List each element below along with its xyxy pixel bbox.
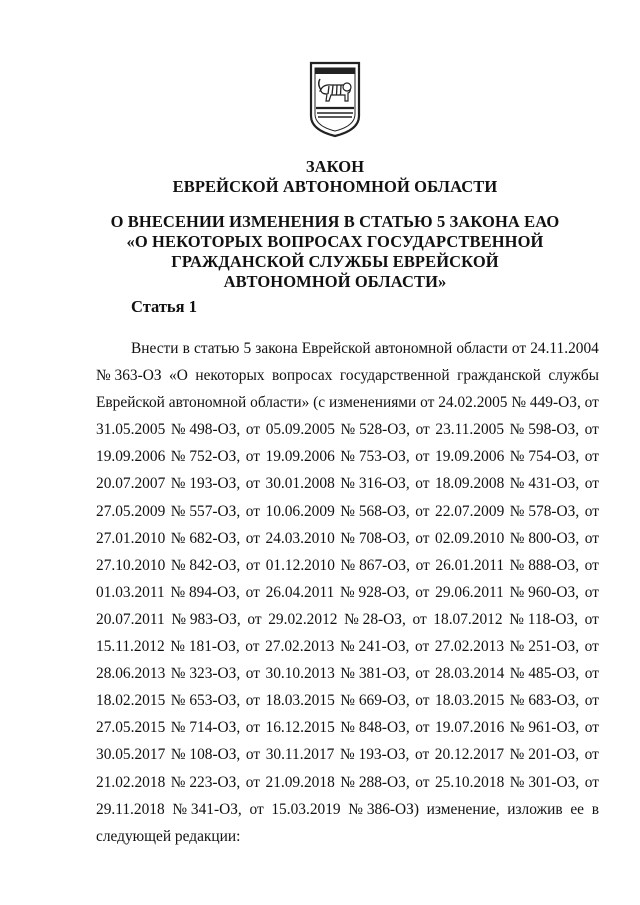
tiger-coat-of-arms-icon <box>307 58 363 140</box>
body-word: от <box>415 692 430 710</box>
body-word: от <box>511 340 527 357</box>
body-word: 27.02.2013 <box>434 638 505 656</box>
body-line <box>96 800 599 827</box>
body-word: от <box>584 665 599 683</box>
body-word: № 683-ОЗ, <box>509 692 580 710</box>
body-line <box>96 610 599 637</box>
body-word: 27.02.2013 <box>265 638 335 656</box>
body-word: от <box>414 746 430 764</box>
body-word: 30.01.2008 <box>265 475 335 493</box>
body-word: от <box>412 610 427 628</box>
body-word: № 193-ОЗ, <box>170 475 241 493</box>
body-word: от <box>415 665 430 683</box>
body-word: № 28-ОЗ, <box>344 610 406 628</box>
body-line <box>96 447 599 474</box>
body-word: № 301-ОЗ, <box>509 773 580 791</box>
body-word: № 578-ОЗ, <box>509 502 580 520</box>
body-word: № 960-ОЗ, <box>509 583 580 601</box>
body-word: № 708-ОЗ, <box>340 529 410 547</box>
body-line <box>96 827 599 854</box>
body-word: № 653-ОЗ, <box>170 692 241 710</box>
body-word: от <box>584 394 599 412</box>
body-word: ее <box>570 800 585 818</box>
body-word: от <box>245 773 260 791</box>
body-word: 21.09.2018 <box>265 773 335 791</box>
body-word: автономной <box>374 340 453 357</box>
body-word: № 193-ОЗ, <box>339 746 410 764</box>
body-word: закона <box>255 340 298 357</box>
law-title <box>100 157 570 197</box>
body-word: 24.02.2005 <box>438 394 508 412</box>
body-word: от <box>584 746 599 764</box>
body-word: статью <box>193 340 240 357</box>
body-word: № 961-ОЗ, <box>509 719 580 737</box>
article-heading: Статья 1 <box>131 297 197 316</box>
law-subtitle-line: ГРАЖДАНСКОЙ СЛУЖБЫ ЕВРЕЙСКОЙ <box>171 252 499 271</box>
body-word: № 381-ОЗ, <box>340 665 410 683</box>
body-word: от <box>415 502 430 520</box>
body-word: 01.03.2011 <box>96 583 165 601</box>
law-subtitle-line: «О НЕКОТОРЫХ ВОПРОСАХ ГОСУДАРСТВЕННОЙ <box>126 232 544 251</box>
body-word: от <box>245 475 260 493</box>
body-word: № 108-ОЗ, <box>170 746 241 764</box>
body-word: от <box>584 502 599 520</box>
law-subtitle-line: АВТОНОМНОЙ ОБЛАСТИ» <box>223 272 447 291</box>
coat-of-arms <box>307 58 363 140</box>
body-word: 30.05.2017 <box>96 746 166 764</box>
body-word: № 867-ОЗ, <box>340 556 410 574</box>
body-word: 18.07.2012 <box>433 610 503 628</box>
body-line <box>96 420 599 447</box>
body-word: 01.12.2010 <box>265 556 335 574</box>
body-word: «О <box>169 367 188 385</box>
body-word: 23.11.2005 <box>435 421 505 439</box>
body-word: 18.03.2015 <box>265 692 335 710</box>
body-word: от <box>420 394 435 412</box>
body-word: некоторых <box>195 367 265 385</box>
body-word: № 848-ОЗ, <box>340 719 410 737</box>
body-word: от <box>245 719 260 737</box>
body-word: следующей редакции: <box>96 827 241 845</box>
body-word: 21.02.2018 <box>96 773 166 791</box>
body-word: от <box>247 610 262 628</box>
body-word: 24.11.2004 <box>530 340 599 357</box>
body-word: от <box>245 746 261 764</box>
body-word: от <box>584 529 599 547</box>
body-word: № 201-ОЗ, <box>509 746 580 764</box>
body-word: от <box>584 773 599 791</box>
law-subtitle-line: О ВНЕСЕНИИ ИЗМЕНЕНИЯ В СТАТЬЮ 5 ЗАКОНА ЕАО <box>110 212 560 231</box>
body-word: № 800-ОЗ, <box>509 529 580 547</box>
body-word: № 431-ОЗ, <box>509 475 580 493</box>
body-word: № 714-ОЗ, <box>170 719 241 737</box>
body-word: изменение, <box>426 800 500 818</box>
body-word: от <box>245 556 261 574</box>
body-word: от <box>415 529 430 547</box>
body-word: Внести <box>131 340 179 357</box>
body-word: 26.04.2011 <box>265 583 335 601</box>
body-word: изменениями <box>329 394 417 412</box>
body-line <box>96 393 599 420</box>
body-line <box>96 366 599 393</box>
body-word: № 754-ОЗ, <box>509 448 580 466</box>
body-word: № 485-ОЗ, <box>509 665 580 683</box>
body-word: автономной <box>168 394 247 412</box>
body-word: № 928-ОЗ, <box>340 583 410 601</box>
body-word: № 557-ОЗ, <box>170 502 241 520</box>
body-word: Еврейской <box>301 340 371 357</box>
body-word: 19.09.2006 <box>435 448 505 466</box>
body-word: Еврейской <box>96 394 165 412</box>
law-title-line: ЗАКОН <box>305 157 365 176</box>
body-line <box>96 718 599 745</box>
body-word: № 288-ОЗ, <box>340 773 410 791</box>
body-word: от <box>584 719 599 737</box>
body-word: 27.10.2010 <box>96 556 166 574</box>
body-word: № 241-ОЗ, <box>339 638 410 656</box>
body-word: № 682-ОЗ, <box>170 529 241 547</box>
body-word: № 568-ОЗ, <box>340 502 410 520</box>
body-line <box>96 691 599 718</box>
body-word: 05.09.2005 <box>265 421 335 439</box>
body-word: 5 <box>243 340 252 357</box>
body-word: № 842-ОЗ, <box>170 556 241 574</box>
body-word: № 316-ОЗ, <box>340 475 410 493</box>
body-word: изложив <box>507 800 563 818</box>
body-word: государственной <box>339 367 450 385</box>
body-word: 30.11.2017 <box>265 746 335 764</box>
body-word: № 386-ОЗ) <box>348 800 419 818</box>
body-line <box>96 502 599 529</box>
body-word: от <box>245 448 260 466</box>
body-word: от <box>249 800 264 818</box>
body-word: от <box>245 692 260 710</box>
body-word: 15.03.2019 <box>271 800 341 818</box>
body-word: от <box>584 448 599 466</box>
body-word: № 753-ОЗ, <box>340 448 410 466</box>
body-word: № 341-ОЗ, <box>172 800 242 818</box>
body-word: от <box>584 421 599 439</box>
body-word: от <box>415 719 430 737</box>
body-word: 29.02.2012 <box>268 610 338 628</box>
body-word: № 449-ОЗ, <box>511 394 581 412</box>
body-word: вопросах <box>272 367 333 385</box>
body-word: 15.11.2012 <box>96 638 165 656</box>
body-word: гражданской <box>457 367 541 385</box>
body-word: 19.09.2006 <box>265 448 335 466</box>
body-line <box>96 529 599 556</box>
body-word: 20.07.2007 <box>96 475 166 493</box>
body-word: 19.07.2016 <box>435 719 505 737</box>
body-word: 27.05.2015 <box>96 719 166 737</box>
body-line <box>96 556 599 583</box>
body-word: 16.12.2015 <box>265 719 335 737</box>
body-word: от <box>584 692 599 710</box>
body-word: № 598-ОЗ, <box>509 421 580 439</box>
body-word: 30.10.2013 <box>265 665 335 683</box>
body-word: 18.09.2008 <box>435 475 505 493</box>
body-word: № 498-ОЗ, <box>170 421 241 439</box>
body-word: 20.12.2017 <box>434 746 505 764</box>
body-word: 28.06.2013 <box>96 665 166 683</box>
body-word: в <box>182 340 190 357</box>
body-word: от <box>415 475 430 493</box>
body-word: от <box>415 421 430 439</box>
body-word: 29.06.2011 <box>435 583 504 601</box>
article-body <box>96 339 599 854</box>
body-word: от <box>584 583 599 601</box>
body-word: 10.06.2009 <box>265 502 335 520</box>
body-word: от <box>584 475 599 493</box>
body-word: в <box>591 800 599 818</box>
body-word: от <box>245 421 261 439</box>
body-word: № 223-ОЗ, <box>170 773 241 791</box>
body-line <box>96 339 599 366</box>
body-word: от <box>245 529 260 547</box>
body-word: № 118-ОЗ, <box>509 610 579 628</box>
body-word: от <box>584 610 599 628</box>
body-word: № 752-ОЗ, <box>170 448 241 466</box>
body-word: 27.05.2009 <box>96 502 166 520</box>
body-line <box>96 664 599 691</box>
law-title-line: ЕВРЕЙСКОЙ АВТОНОМНОЙ ОБЛАСТИ <box>172 177 498 196</box>
body-word: 22.07.2009 <box>435 502 505 520</box>
body-line <box>96 745 599 772</box>
body-word: № 323-ОЗ, <box>170 665 241 683</box>
body-word: № 983-ОЗ, <box>171 610 241 628</box>
body-word: № 888-ОЗ, <box>509 556 580 574</box>
body-word: области» <box>250 394 310 412</box>
body-word: 19.09.2006 <box>96 448 166 466</box>
body-word: 25.10.2018 <box>435 773 505 791</box>
body-word: № 363-ОЗ <box>96 367 162 385</box>
body-word: 27.01.2010 <box>96 529 166 547</box>
body-word: от <box>584 638 599 656</box>
body-word: 20.07.2011 <box>96 610 165 628</box>
body-word: 02.09.2010 <box>435 529 505 547</box>
body-word: № 894-ОЗ, <box>170 583 240 601</box>
body-word: (с <box>313 394 326 412</box>
body-word: 24.03.2010 <box>265 529 335 547</box>
body-word: от <box>414 638 430 656</box>
body-word: службы <box>548 367 599 385</box>
body-word: 31.05.2005 <box>96 421 166 439</box>
body-word: от <box>584 556 599 574</box>
body-word: области <box>456 340 508 357</box>
body-line <box>96 474 599 501</box>
body-word: от <box>415 448 430 466</box>
body-word: 18.03.2015 <box>435 692 505 710</box>
body-word: № 181-ОЗ, <box>170 638 240 656</box>
body-word: 26.01.2011 <box>435 556 505 574</box>
body-word: от <box>415 583 430 601</box>
body-word: от <box>245 502 260 520</box>
body-word: 28.03.2014 <box>435 665 505 683</box>
law-subtitle <box>100 212 570 292</box>
body-word: 29.11.2018 <box>96 800 165 818</box>
body-word: от <box>415 773 430 791</box>
body-word: 18.02.2015 <box>96 692 166 710</box>
body-word: № 251-ОЗ, <box>509 638 580 656</box>
body-line <box>96 637 599 664</box>
body-word: от <box>415 556 430 574</box>
body-word: от <box>245 583 260 601</box>
body-line <box>96 583 599 610</box>
body-line <box>96 773 599 800</box>
body-word: № 528-ОЗ, <box>340 421 410 439</box>
body-word: № 669-ОЗ, <box>340 692 410 710</box>
body-word: от <box>245 665 260 683</box>
body-word: от <box>245 638 260 656</box>
